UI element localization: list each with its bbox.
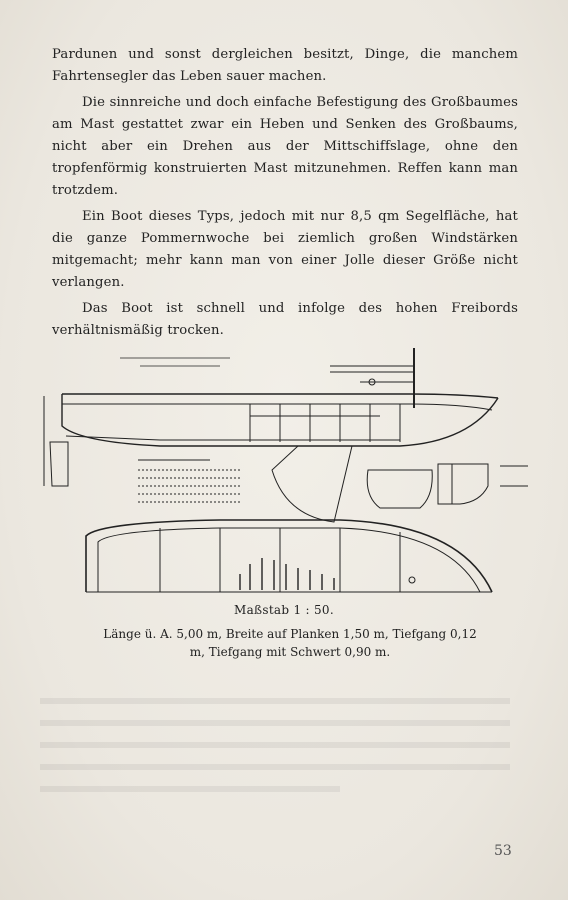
paragraph-3: Ein Boot dieses Typs, jedoch mit nur 8,5 qm Segelfläche, hat die ganze Pommernwoche bei ziemlich großen Windstärken mitgemacht; mehr kann man von einer Jolle dieser Größe nicht verlangen.: [52, 209, 518, 290]
show-through-text: [40, 690, 520, 820]
paragraph-2: Die sinnreiche und doch einfache Befestigung des Großbaumes am Mast gestattet zwar ein Heben und Senken des Großbaums, nicht aber ein Drehen aus der Mittschiffslage, ohne den tropfenförmig konstruierten Mast mitzunehmen. Reffen kann man trotzdem.: [52, 95, 518, 198]
figure-scale-caption: Maßstab 1 : 50.: [234, 603, 334, 617]
body-text: [52, 44, 518, 346]
page-number: 53: [494, 843, 512, 859]
paragraph-4: Das Boot ist schnell und infolge des hohen Freibords verhältnismäßig trocken.: [52, 301, 518, 338]
figure-dimensions-caption: Länge ü. A. 5,00 m, Breite auf Planken 1,50 m, Tiefgang 0,12 m, Tiefgang mit Schwert 0,90 m.: [103, 627, 477, 659]
boat-construction-drawing: [40, 346, 530, 596]
paragraph-1: Pardunen und sonst dergleichen besitzt, Dinge, die manchem Fahrtensegler das Leben sauer machen.: [52, 47, 518, 84]
